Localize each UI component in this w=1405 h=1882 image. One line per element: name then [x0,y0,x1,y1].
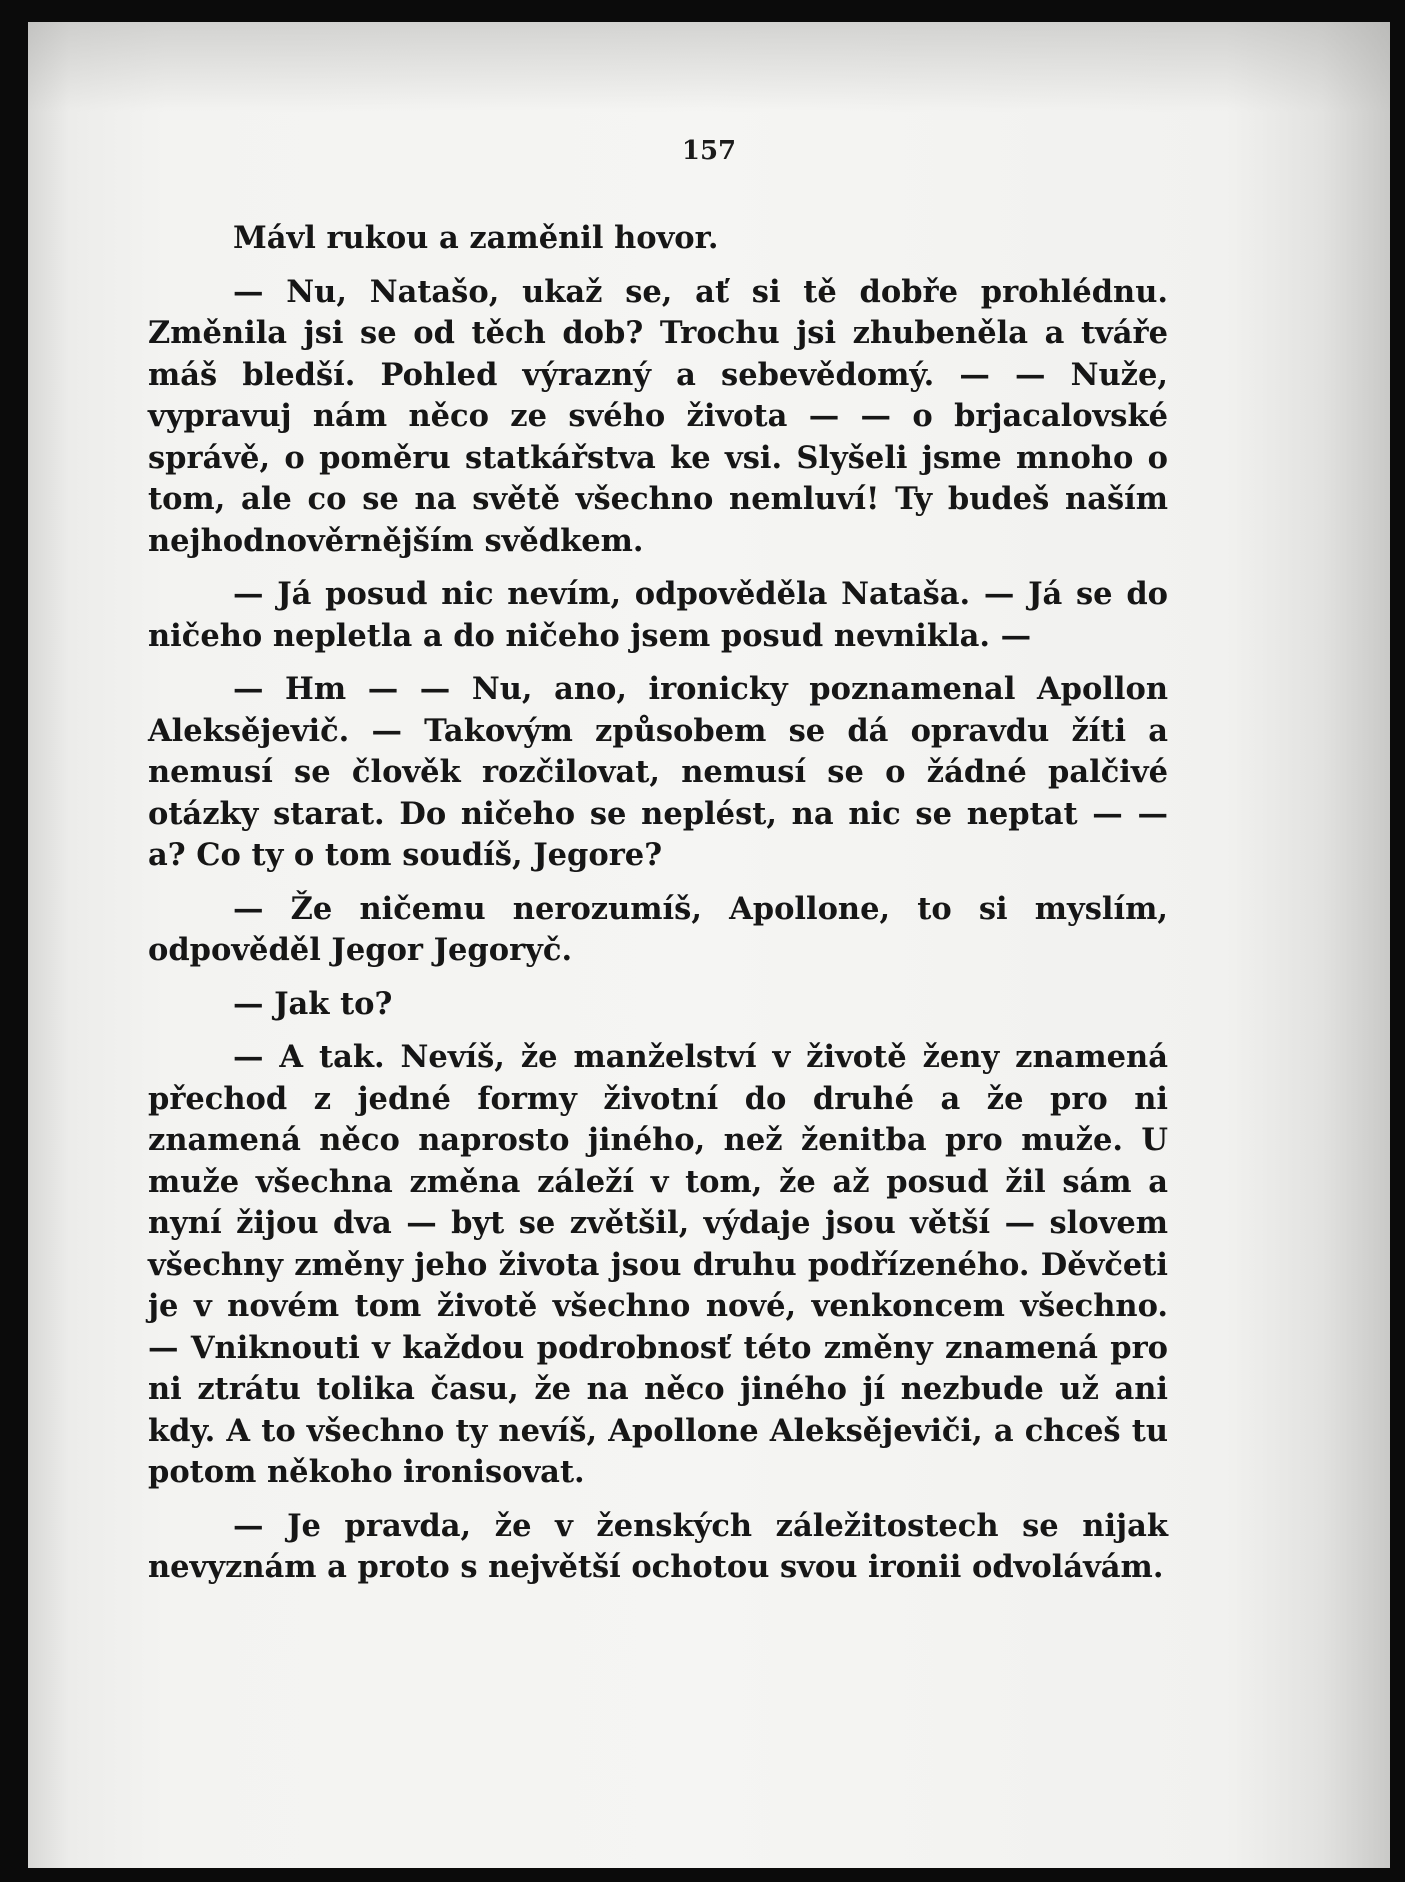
body-text [148,218,1168,1601]
page-number: 157 [681,136,737,166]
paragraph-6: — Jak to? [233,985,393,1022]
book-page [28,22,1390,1868]
paragraph-7: — A tak. Nevíš, že manželství v životě ženy znamená přechod z jedné formy životní do druhé a že pro ni znamená něco naprosto jiného, než ženitba pro muže. U muže všechna změna záleží v tom, že až posud žil sám a nyní žijou dva — byt se zvětšil, výdaje jsou větší — slovem všechny změny jeho života jsou druhu podřízeného. Děvčeti je v novém tom životě všechno nové, venkoncem všechno. — Vniknouti v každou podrobnosť této změny znamená pro ni ztrátu tolika času, že na něco jiného jí nezbude už ani kdy. A to všechno ty nevíš, Apollone Aleksějeviči, a chceš tu potom někoho ironisovat. [148,1039,1168,1490]
paragraph-3: — Já posud nic nevím, odpověděla Nataša. — Já se do ničeho nepletla a do ničeho jsem posud nevnikla. — [148,576,1168,654]
paragraph-2: — Nu, Natašo, ukaž se, ať si tě dobře prohlédnu. Změnila jsi se od těch dob? Trochu jsi zhubeněla a tváře máš bledší. Pohled výrazný a sebevědomý. — — Nuže, vypravuj nám něco ze svého života — — o brjacalovské správě, o poměru statkářstva ke vsi. Slyšeli jsme mnoho o tom, ale co se na světě všechno nemluví! Ty budeš naším nejhodnověrnějším svědkem. [148,273,1168,559]
paragraph-8: — Je pravda, že v ženských záležitostech se nijak nevyznám a proto s největší ochotou svou ironii odvolávám. [148,1507,1168,1585]
paragraph-4: — Hm — — Nu, ano, ironicky poznamenal Apollon Aleksějevič. — Takovým způsobem se dá opravdu žíti a nemusí se člověk rozčilovat, nemusí se o žádné palčivé otázky starat. Do ničeho se neplést, na nic se neptat — — a? Co ty o tom soudíš, Jegore? [148,671,1168,873]
paragraph-1: Mávl rukou a zaměnil hovor. [233,220,719,256]
paragraph-5: — Že ničemu nerozumíš, Apollone, to si myslím, odpověděl Jegor Jegoryč. [148,890,1168,968]
